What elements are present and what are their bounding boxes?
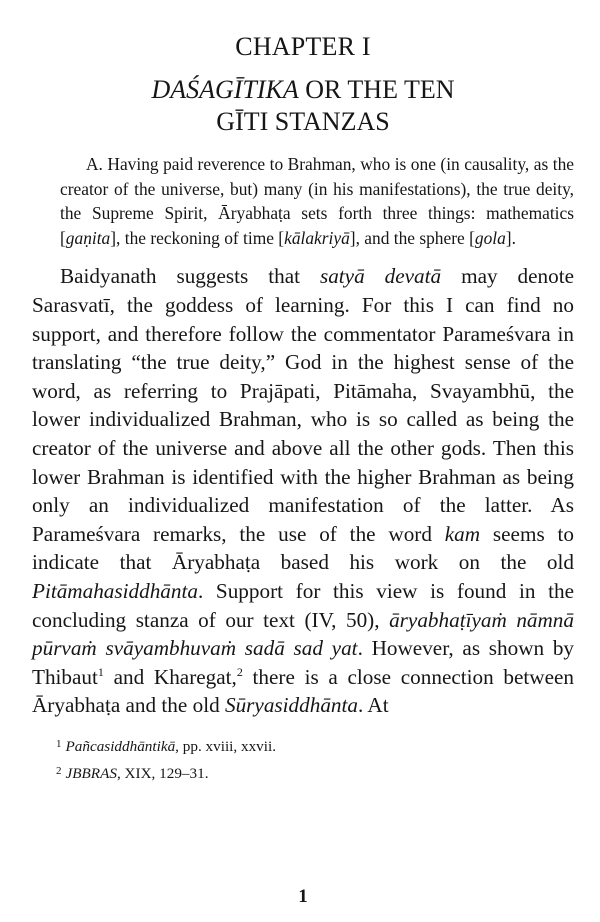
footnote-italic-source: Pañcasiddhāntikā (65, 737, 176, 755)
footnotes (32, 732, 574, 786)
intro-text: A. Having paid reverence to Brahman, who is one (in causality, as the creator of the universe, but) many (in his manifestations), the true deity, the Supreme Spirit, Āryabhaṭa sets forth three things: mathematics [ (60, 154, 574, 248)
footnote-text: , pp. xviii, xxvii. (175, 737, 277, 755)
intro-italic-term: gaṇita (65, 227, 111, 248)
intro-text: ], the reckoning of time [ (110, 227, 285, 248)
footnote-reference[interactable]: 2 (236, 664, 243, 679)
intro-paragraph (60, 152, 574, 250)
body-text: Baidyanath suggests that (60, 264, 320, 289)
body-text: there is a close connection between Āryabhaṭa and the old (32, 664, 574, 718)
chapter-title-line1-rest: OR THE TEN (298, 75, 455, 104)
footnote-number: 2 (56, 764, 62, 777)
body-italic-term: satyā devatā (319, 264, 442, 289)
footnote-italic-source: JBBRAS (65, 764, 117, 782)
page-number: 1 (298, 886, 308, 907)
body-text: seems to indicate that Āryabhaṭa based his work on the old (32, 521, 574, 575)
intro-text: ]. (505, 227, 516, 248)
body-italic-term: Sūryasiddhānta (224, 693, 358, 718)
intro-italic-term: gola (474, 227, 506, 248)
footnote-text: , XIX, 129–31. (116, 764, 209, 782)
intro-italic-term: kālakriyā (284, 227, 350, 248)
body-text: . At (358, 693, 389, 718)
intro-text: ], and the sphere [ (349, 227, 475, 248)
footnote-number: 1 (56, 737, 62, 750)
chapter-title (32, 74, 574, 138)
footnote-reference[interactable]: 1 (97, 664, 104, 679)
body-italic-term: kam (444, 521, 481, 546)
body-text: . Support for this view is found in the concluding stanza of our text (IV, 50), (32, 578, 574, 632)
body-text: may denote Sarasvatī, the goddess of learning. For this I can find no support, and therefore follow the commentator Parameśvara in translating “the true deity,” God in the highest sense of the word, as referring to Prajāpati, Pitāmaha, Svayambhū, the lower individualized Brahman, who is so called as being the creator of the universe and above all the other gods. Then this lower Brahman is identified with the higher Brahman as being only an individualized manifestation of the latter. As Parameśvara remarks, the use of the word (32, 264, 574, 546)
body-text: and Kharegat, (103, 664, 237, 689)
footnote-item (56, 732, 574, 759)
chapter-title-italic: DAŚAGĪTIKA (151, 75, 299, 104)
book-page (32, 22, 574, 908)
chapter-heading: CHAPTER I (235, 32, 371, 61)
chapter-title-line2: GĪTI STANZAS (216, 107, 390, 136)
body-italic-quote: āryabhaṭīyaṁ nāmnā pūrvaṁ svāyambhuvaṁ sadā sad yat (32, 607, 574, 661)
body-paragraph (32, 262, 574, 720)
body-text: . However, as shown by Thibaut (32, 636, 575, 689)
body-italic-term: Pitāmahasiddhānta (32, 578, 198, 603)
footnote-item (56, 759, 574, 786)
